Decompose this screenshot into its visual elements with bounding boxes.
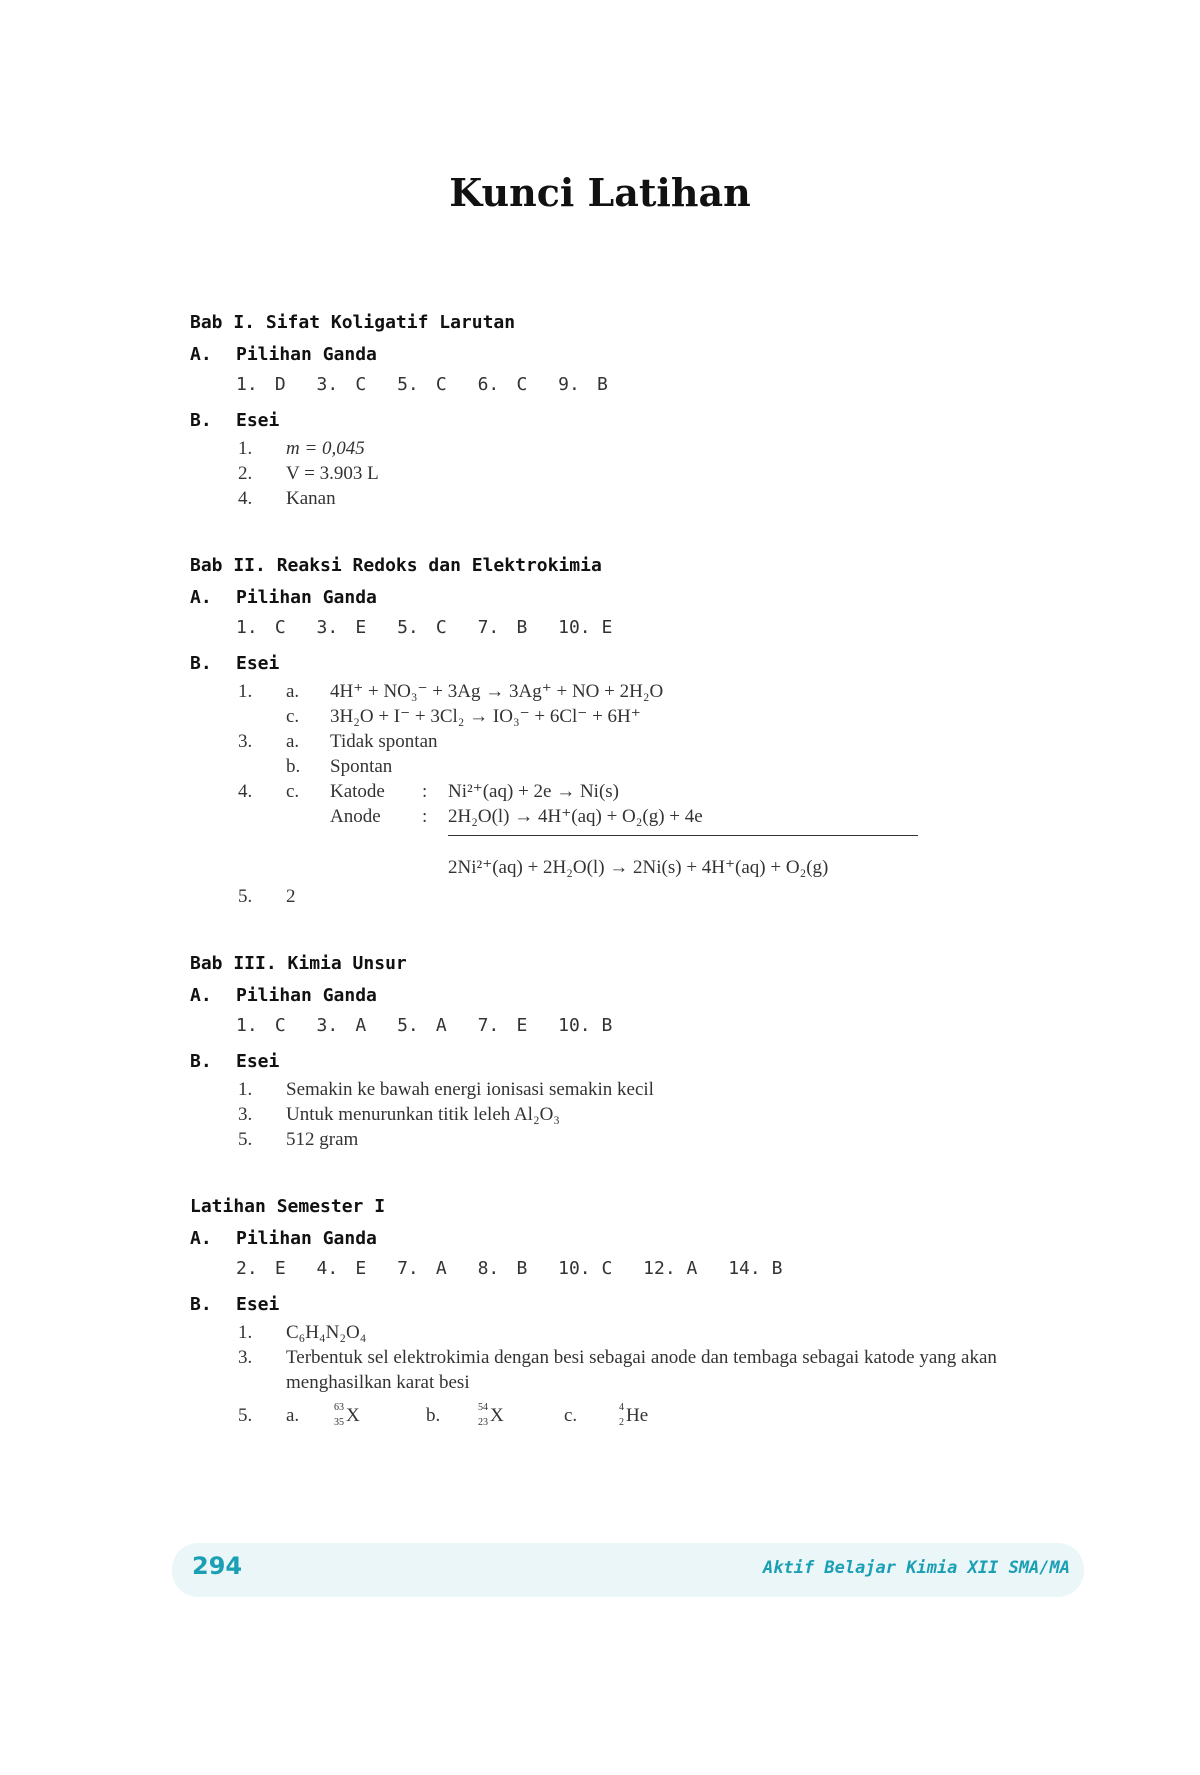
mc-letter: E: [355, 1258, 367, 1279]
essay-answer: [190, 884, 1090, 909]
section-heading-esei: [190, 1047, 1090, 1077]
chapter-bab-3: [190, 947, 1090, 1152]
mass-number: 4: [619, 1401, 624, 1413]
essay-text: V = 3.903 L: [286, 463, 379, 484]
chemical-formula: C₆H₄N₂O₄: [286, 1322, 367, 1343]
essay-text: Terbentuk sel elektrokimia dengan besi sebagai anode dan tembaga sebagai katode yang akan menghasilkan karat besi: [286, 1347, 997, 1393]
mc-number: 1.: [236, 374, 258, 395]
essay-subletter: b.: [286, 756, 301, 777]
mc-answer: [478, 613, 528, 643]
page-number: 294: [192, 1552, 243, 1580]
essay-number: 2.: [238, 463, 253, 484]
essay-answer: [190, 461, 1090, 486]
essay-number: 1.: [238, 1322, 253, 1343]
essay-subletter: c.: [286, 781, 300, 802]
mc-letter: C: [516, 374, 528, 395]
mc-letter: D: [274, 374, 286, 395]
sum-divider-line: [448, 835, 918, 836]
essay-text: 2: [286, 886, 296, 907]
essay-text: Tidak spontan: [330, 731, 438, 752]
section-label: Pilihan Ganda: [236, 1228, 377, 1249]
mc-letter: E: [601, 617, 613, 638]
katode-equation: Ni²⁺(aq) + 2e → Ni(s): [448, 781, 620, 802]
sum-divider-row: [190, 829, 1090, 855]
essay-subletter: a.: [286, 681, 300, 702]
colon: :: [422, 806, 428, 827]
answer-key-content: [190, 306, 1090, 1475]
essay-answer: [190, 1320, 1090, 1345]
nuclide-symbol: [474, 1403, 504, 1429]
essay-number: 1.: [238, 438, 253, 459]
section-label: Esei: [236, 1294, 280, 1315]
mc-letter: C: [601, 1258, 613, 1279]
essay-number: 1.: [238, 681, 253, 702]
mc-number: 10.: [558, 1015, 591, 1036]
essay-answer: [190, 436, 1090, 461]
section-label: Esei: [236, 1051, 280, 1072]
section-heading-esei: [190, 406, 1090, 436]
mc-number: 9.: [558, 374, 580, 395]
mass-number: 54: [478, 1401, 488, 1413]
section-heading-pilihan-ganda: [190, 981, 1090, 1011]
essay-answer: [190, 1403, 1090, 1437]
mc-number: 3.: [316, 1015, 339, 1036]
mc-letter: A: [435, 1258, 447, 1279]
mc-answer: [397, 613, 447, 643]
essay-number: 4.: [238, 781, 253, 802]
multiple-choice-answers: [190, 1011, 1090, 1047]
mc-answer: [478, 1254, 528, 1284]
essay-subletter: b.: [426, 1405, 441, 1426]
essay-text: m = 0,045: [286, 438, 365, 459]
essay-answer: [190, 679, 1090, 704]
section-label: Pilihan Ganda: [236, 587, 377, 608]
mc-answer: [558, 370, 608, 400]
essay-answer: [190, 486, 1090, 511]
mc-letter: C: [274, 1015, 286, 1036]
chapter-title: Bab I. Sifat Koligatif Larutan: [190, 312, 516, 333]
atomic-number: 2: [619, 1416, 624, 1428]
mc-number: 8.: [477, 1258, 500, 1279]
essay-answer: [190, 1345, 1090, 1397]
section-letter: A.: [190, 344, 212, 365]
mc-number: 4.: [316, 1258, 339, 1279]
anode-equation: 2H₂O(l) → 4H⁺(aq) + O₂(g) + 4e: [448, 806, 703, 827]
section-heading-pilihan-ganda: [190, 1224, 1090, 1254]
essay-text: 512 gram: [286, 1129, 359, 1150]
essay-number: 3.: [238, 731, 253, 752]
chapter-bab-2: [190, 549, 1090, 909]
section-label: Pilihan Ganda: [236, 344, 377, 365]
mc-answer: [478, 370, 528, 400]
katode-label: Katode: [330, 781, 385, 802]
essay-subletter: a.: [286, 731, 300, 752]
essay-answer: [190, 855, 1090, 880]
section-letter: B.: [190, 653, 212, 674]
mc-number: 2.: [236, 1258, 258, 1279]
mc-answer: [397, 1011, 447, 1041]
reaction-equation: 4H⁺ + NO₃⁻ + 3Ag → 3Ag⁺ + NO + 2H₂O: [330, 681, 664, 702]
mc-number: 6.: [477, 374, 500, 395]
book-title: Aktif Belajar Kimia XII SMA/MA: [762, 1558, 1070, 1578]
essay-answer: [190, 804, 1090, 829]
mc-letter: E: [516, 1015, 528, 1036]
essay-answer: [190, 1077, 1090, 1102]
mc-number: 14.: [728, 1258, 761, 1279]
essay-subletter: c.: [286, 706, 300, 727]
element-symbol: X: [346, 1405, 360, 1426]
mc-number: 5.: [397, 1015, 419, 1036]
atomic-number: 35: [334, 1416, 344, 1428]
nuclide-numbers: [610, 1401, 624, 1429]
essay-number: 5.: [238, 886, 253, 907]
colon: :: [422, 781, 428, 802]
mc-number: 1.: [236, 1015, 258, 1036]
mc-number: 7.: [397, 1258, 419, 1279]
mc-number: 3.: [316, 617, 339, 638]
chapter-latihan-semester-1: [190, 1190, 1090, 1437]
section-heading-pilihan-ganda: [190, 583, 1090, 613]
mc-letter: C: [274, 617, 286, 638]
mc-answer: [317, 370, 367, 400]
mc-letter: E: [274, 1258, 286, 1279]
multiple-choice-answers: [190, 370, 1090, 406]
mc-letter: B: [516, 1258, 528, 1279]
mc-letter: A: [355, 1015, 367, 1036]
mc-answer: [317, 1254, 367, 1284]
essay-text: Kanan: [286, 488, 336, 509]
mc-answer: [236, 613, 286, 643]
multiple-choice-answers: [190, 1254, 1090, 1290]
section-label: Esei: [236, 410, 280, 431]
mc-number: 7.: [477, 617, 500, 638]
essay-number: 1.: [238, 1079, 253, 1100]
essay-number: 3.: [238, 1104, 253, 1125]
element-symbol: X: [490, 1405, 504, 1426]
section-letter: A.: [190, 1228, 212, 1249]
mc-answer: [236, 1254, 286, 1284]
reaction-equation: 3H₂O + I⁻ + 3Cl₂ → IO₃⁻ + 6Cl⁻ + 6H⁺: [330, 706, 641, 727]
section-letter: A.: [190, 587, 212, 608]
multiple-choice-answers: [190, 613, 1090, 649]
essay-text: Spontan: [330, 756, 393, 777]
mc-answer: [317, 613, 367, 643]
nuclide-symbol: [610, 1403, 648, 1429]
mc-answer: [397, 370, 447, 400]
nuclide-symbol: [330, 1403, 360, 1429]
page-title: Kunci Latihan: [449, 170, 751, 215]
mc-answer: [558, 613, 612, 643]
mc-number: 12.: [643, 1258, 676, 1279]
essay-answer: [190, 754, 1090, 779]
mass-number: 63: [334, 1401, 344, 1413]
mc-number: 5.: [397, 617, 419, 638]
chapter-title: Bab II. Reaksi Redoks dan Elektrokimia: [190, 555, 602, 576]
mc-number: 10.: [558, 617, 591, 638]
mc-answer: [397, 1254, 447, 1284]
section-heading-esei: [190, 1290, 1090, 1320]
mc-letter: B: [771, 1258, 783, 1279]
essay-answer: [190, 779, 1090, 804]
mc-answer: [236, 1011, 286, 1041]
mc-letter: C: [435, 374, 447, 395]
mc-letter: C: [435, 617, 447, 638]
section-heading-pilihan-ganda: [190, 340, 1090, 370]
mc-letter: E: [355, 617, 367, 638]
mc-letter: C: [355, 374, 367, 395]
mc-letter: B: [601, 1015, 613, 1036]
section-label: Pilihan Ganda: [236, 985, 377, 1006]
essay-number: 3.: [238, 1347, 253, 1368]
nuclide-numbers: [330, 1401, 344, 1429]
section-letter: B.: [190, 1294, 212, 1315]
mc-number: 1.: [236, 617, 258, 638]
mc-letter: B: [596, 374, 608, 395]
section-letter: B.: [190, 1051, 212, 1072]
mc-letter: B: [516, 617, 528, 638]
essay-subletter: a.: [286, 1405, 300, 1426]
essay-answer: [190, 729, 1090, 754]
essay-answer: [190, 704, 1090, 729]
anode-label: Anode: [330, 806, 381, 827]
mc-number: 10.: [558, 1258, 591, 1279]
essay-text: Semakin ke bawah energi ionisasi semakin kecil: [286, 1079, 654, 1100]
mc-answer: [558, 1011, 612, 1041]
essay-answer: [190, 1102, 1090, 1127]
section-label: Esei: [236, 653, 280, 674]
overall-equation: 2Ni²⁺(aq) + 2H₂O(l) → 2Ni(s) + 4H⁺(aq) + O₂(g): [448, 857, 829, 878]
mc-answer: [478, 1011, 528, 1041]
element-symbol: He: [626, 1405, 649, 1426]
chapter-title: Latihan Semester I: [190, 1196, 386, 1217]
mc-answer: [728, 1254, 782, 1284]
essay-answer: [190, 1127, 1090, 1152]
mc-answer: [558, 1254, 612, 1284]
mc-answer: [236, 370, 286, 400]
essay-number: 5.: [238, 1405, 253, 1426]
essay-number: 5.: [238, 1129, 253, 1150]
nuclide-numbers: [474, 1401, 488, 1429]
mc-letter: A: [686, 1258, 698, 1279]
mc-number: 7.: [477, 1015, 500, 1036]
section-letter: A.: [190, 985, 212, 1006]
mc-number: 3.: [316, 374, 339, 395]
essay-number: 4.: [238, 488, 253, 509]
essay-subletter: c.: [564, 1405, 578, 1426]
mc-answer: [317, 1011, 367, 1041]
section-heading-esei: [190, 649, 1090, 679]
atomic-number: 23: [478, 1416, 488, 1428]
mc-letter: A: [435, 1015, 447, 1036]
section-letter: B.: [190, 410, 212, 431]
chapter-title: Bab III. Kimia Unsur: [190, 953, 407, 974]
mc-number: 5.: [397, 374, 419, 395]
chapter-bab-1: [190, 306, 1090, 511]
essay-text: Untuk menurunkan titik leleh Al₂O₃: [286, 1104, 560, 1125]
mc-answer: [643, 1254, 697, 1284]
